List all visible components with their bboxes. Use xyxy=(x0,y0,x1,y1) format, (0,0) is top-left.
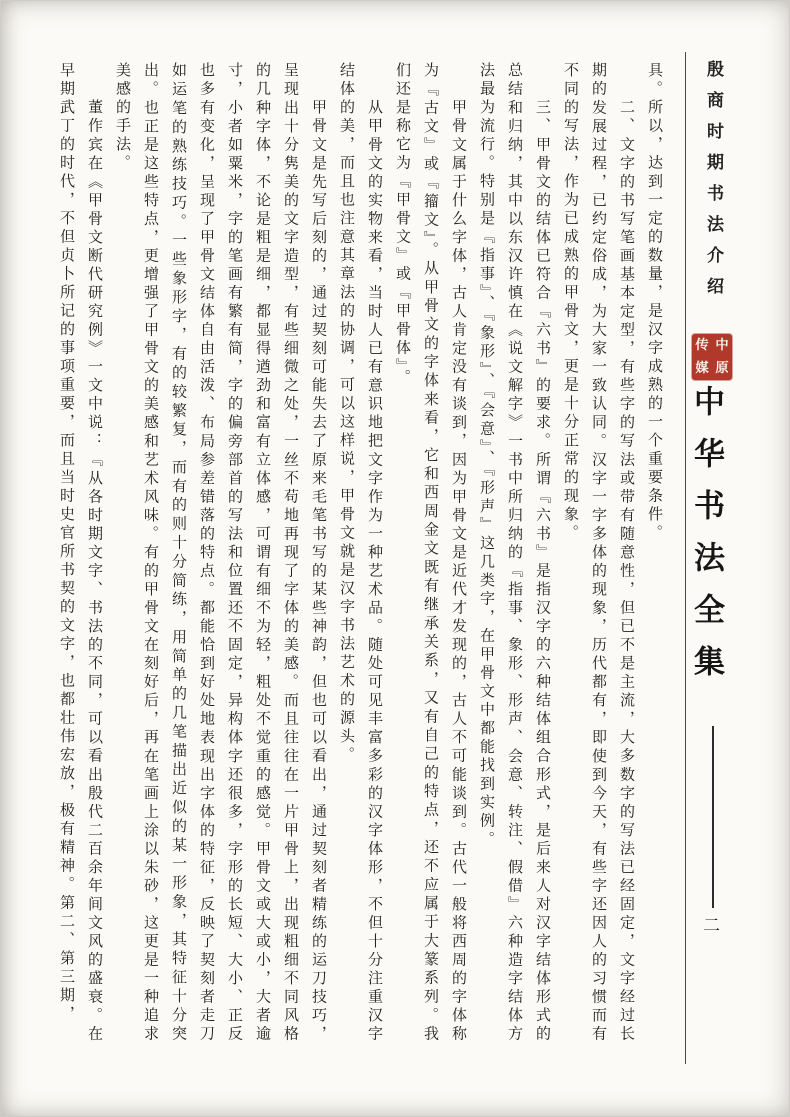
page-number: 二 xyxy=(700,916,719,933)
seal-char: 媒 xyxy=(695,360,709,376)
seal-char: 原 xyxy=(715,360,729,376)
seal-char: 中 xyxy=(715,337,729,353)
series-title: 中华书法全集 xyxy=(689,385,724,697)
seal-char: 传 xyxy=(695,337,709,353)
body-paragraph: 董作宾在《甲骨文断代研究例》一文中说：『从各时期文字、书法的不同，可以看出殷代二百余年间文风的盛衰。在早期武丁的时代，不但贞卜所记的事项重要，而且当时史官所书契的文字，也都壮伟宏放，极有精神。第二、第三期， xyxy=(58,62,102,1044)
body-paragraph: 从甲骨文的实物来看，当时人已有意识地把文字作为一种艺术品。随处可见丰富多彩的汉字体形，不但十分注重汉字结体的美，而且也注意其章法的协调，可以这样说，甲骨文就是汉字书法艺术的源头。 xyxy=(338,62,382,1044)
margin-rule xyxy=(712,726,714,908)
publisher-seal-icon xyxy=(692,334,732,380)
body-paragraph: 具。所以，达到一定的数量，是汉字成熟的一个重要条件。 xyxy=(646,62,662,543)
body-paragraph: 二、文字的书写笔画基本定型，有些字的写法或带有随意性，但已不是主流，大多数字的写法已经固定，文字经过长期的发展过程，已约定俗成，为大家一致认同。汉字一字多体的现象，历代都有，即使到今天，有些字还因人的习惯而有不同的写法，作为已成熟的甲骨文，更是十分正常的现象。 xyxy=(562,62,634,1044)
body-paragraph: 甲骨文属于什么字体，古人肯定没有谈到，因为甲骨文是近代才发现的，古人不可能谈到。古代一般将西周的字体称为『古文』或『籀文』。从甲骨文的字体来看，它和西周金文既有继承关系，又有自己的特点，还不应属于大篆系列。我们还是称它为『甲骨文』或『甲骨体』。 xyxy=(394,62,466,1044)
body-paragraph: 三、甲骨文的结体已符合『六书』的要求。所谓『六书』是指汉字的六种结体组合形式，是后来人对汉字结体形式的总结和归纳，其中以东汉许慎在《说文解字》一书中所归纳的『指事、象形、形声、会意、转注、假借』六种造字结体方法最为流行。特别是『指事』、『象形』、『会意』、『形声』这几类字，在甲骨文中都能找到实例。 xyxy=(478,62,550,1044)
main-text-block xyxy=(52,62,668,1044)
chapter-title: 殷商时期书法介绍 xyxy=(704,60,723,308)
body-paragraph: 甲骨文是先写后刻的，通过契刻可能失去了原来毛笔书写的某些神韵，但也可以看出，通过契刻者精练的运刀技巧，呈现出十分隽美的文字造型，有些细微之处，一丝不苟地再现了字体的美感。而且往往在一片甲骨上，出现粗细不同风格的几种字体，不论是粗是细，都显得遒劲和富有立体感，可谓有细不为轻，粗处不觉重的感觉。甲骨文或大或小，大者逾寸，小者如粟米，字的笔画有繁有简，字的偏旁部首的写法和位置还不固定，异构体字还很多，字形的长短、大小、正反也多有变化，呈现了甲骨文结体自由活泼、布局参差错落的特点。都能恰到好处地表现出字体的特征，反映了契刻者走刀如运笔的熟练技巧。一些象形字，有的较繁复，而有的则十分简练，用简单的几笔描出近似的某一形象，其特征十分突出。也正是这些特点，更增强了甲骨文的美感和艺术风味。有的甲骨文在刻好后，再在笔画上涂以朱砂，这更是一种追求美感的手法。 xyxy=(114,62,326,1044)
